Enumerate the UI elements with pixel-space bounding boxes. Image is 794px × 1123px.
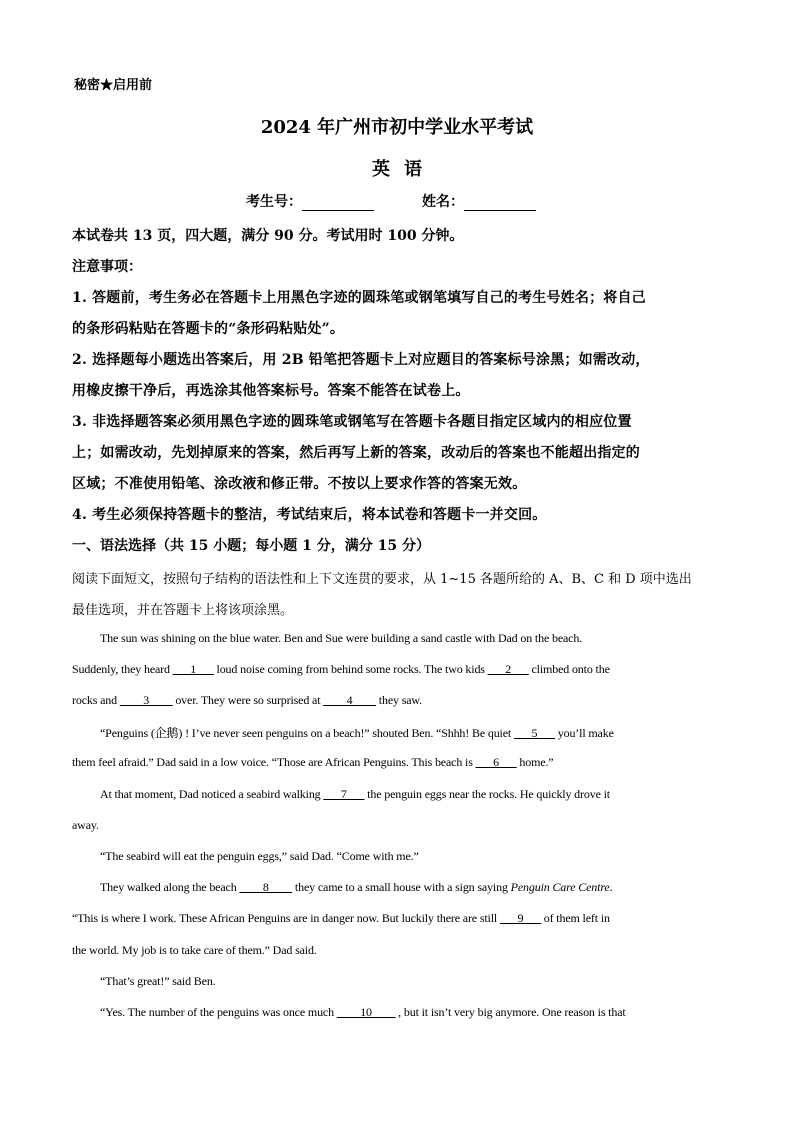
notice-heading: 注意事项： — [72, 259, 142, 275]
passage-line: “This is where I work. These African Penguins are in danger now. But luckily there are still ___9___ of them left in — [72, 911, 610, 925]
blank-9[interactable]: ___9___ — [499, 911, 541, 925]
blank-1[interactable]: ___1___ — [172, 662, 214, 676]
blank-7[interactable]: ___7___ — [323, 787, 365, 801]
notice-line: 4. 考生必须保持答题卡的整洁，考试结束后，将本试卷和答题卡一并交回。 — [72, 507, 547, 523]
passage-line: “The seabird will eat the penguin eggs,” said Dad. “Come with me.” — [100, 849, 419, 863]
blank-8[interactable]: ____8____ — [239, 880, 293, 894]
notice-line: 1. 答题前，考生务必在答题卡上用黑色字迹的圆珠笔或钢笔填写自己的考生号姓名；将自己 — [72, 290, 646, 306]
blank-10[interactable]: ____10____ — [336, 1005, 396, 1019]
name-label: 姓名： — [422, 194, 464, 210]
blank-2[interactable]: ___2___ — [487, 662, 529, 676]
passage-line: They walked along the beach ____8____ they came to a small house with a sign saying Penguin Care Centre. — [100, 880, 613, 894]
notice-line: 2. 选择题每小题选出答案后，用 2B 铅笔把答题卡上对应题目的答案标号涂黑；如需改动， — [72, 352, 650, 368]
passage-line: rocks and ____3____ over. They were so surprised at ____4____ they saw. — [72, 693, 422, 707]
passage-line: away. — [72, 818, 99, 832]
blank-4[interactable]: ____4____ — [323, 693, 376, 707]
notice-line: 3. 非选择题答案必须用黑色字迹的圆珠笔或钢笔写在答题卡各题目指定区域内的相应位置 — [72, 414, 632, 430]
passage-line: “That’s great!” said Ben. — [100, 974, 216, 988]
exam-intro: 本试卷共 13 页，四大题，满分 90 分。考试用时 100 分钟。 — [72, 228, 464, 244]
notice-line: 用橡皮擦干净后，再选涂其他答案标号。答案不能答在试卷上。 — [72, 383, 470, 399]
section-instruction: 阅读下面短文，按照句子结构的语法性和上下文连贯的要求，从 1~15 各题所给的 A、B、C 和 D 项中选出 — [72, 572, 692, 587]
passage-line: Suddenly, they heard ___1___ loud noise coming from behind some rocks. The two kids ___2___ climbed onto the — [72, 662, 610, 676]
passage-line: “Yes. The number of the penguins was once much ____10____ , but it isn’t very big anymore. One reason is that — [100, 1005, 626, 1019]
passage-line: the world. My job is to take care of them.” Dad said. — [72, 943, 317, 957]
candidate-info-line — [246, 191, 536, 211]
confidential-label: 秘密★启用前 — [74, 78, 153, 93]
passage-line: “Penguins (企鹅) ! I’ve never seen penguins on a beach!” shouted Ben. “Shhh! Be quiet ___5___ you’ll make — [100, 726, 614, 740]
passage-line: At that moment, Dad noticed a seabird walking ___7___ the penguin eggs near the rocks. He quickly drove it — [100, 787, 610, 801]
exam-title: 2024 年广州市初中学业水平考试 — [260, 117, 534, 138]
passage-line: The sun was shining on the blue water. Ben and Sue were building a sand castle with Dad on the beach. — [100, 631, 583, 645]
subject-title: 英语 — [372, 159, 436, 180]
notice-line: 上；如需改动，先划掉原来的答案，然后再写上新的答案，改动后的答案也不能超出指定的 — [72, 445, 640, 461]
sign-text: Penguin Care Centre — [510, 880, 610, 894]
blank-5[interactable]: ___5___ — [513, 726, 555, 740]
blank-3[interactable]: ____3____ — [119, 693, 173, 707]
section-heading: 一、语法选择（共 15 小题；每小题 1 分，满分 15 分） — [72, 538, 430, 554]
passage-line: them feel afraid.” Dad said in a low voice. “Those are African Penguins. This beach is ___6___ home.” — [72, 755, 554, 769]
section-instruction: 最佳选项，并在答题卡上将该项涂黑。 — [72, 603, 294, 618]
notice-line: 的条形码粘贴在答题卡的“条形码粘贴处”。 — [72, 321, 345, 337]
name-blank[interactable] — [464, 196, 536, 211]
notice-line: 区域；不准使用铅笔、涂改液和修正带。不按以上要求作答的答案无效。 — [72, 476, 527, 492]
blank-6[interactable]: ___6___ — [475, 755, 517, 769]
candidate-number-label: 考生号： — [246, 194, 302, 210]
candidate-number-blank[interactable] — [302, 196, 374, 211]
